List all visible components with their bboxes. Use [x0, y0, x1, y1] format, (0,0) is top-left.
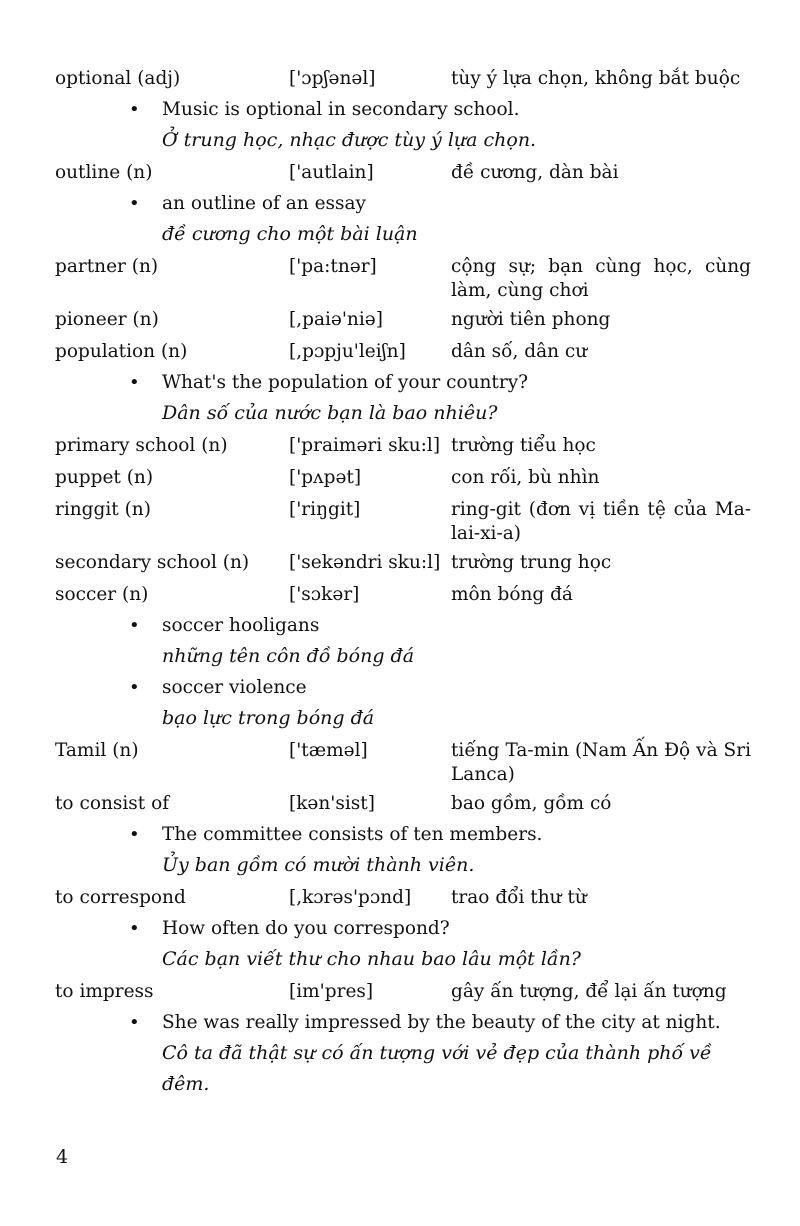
entry-row — [55, 463, 755, 493]
entry-pronunciation: ['ɔpʃənəl] — [289, 68, 376, 89]
example-block — [55, 819, 755, 881]
entry-word: population (n) — [55, 341, 188, 362]
bullet-icon: • — [129, 677, 140, 698]
entry-row — [55, 977, 755, 1007]
bullet-icon: • — [129, 99, 140, 120]
example-vietnamese: đề cương cho một bài luận — [162, 223, 418, 245]
example-block — [55, 913, 755, 975]
entry-word: pioneer (n) — [55, 309, 159, 330]
example-english: What's the population of your country? — [162, 372, 529, 393]
vocab-entry — [55, 789, 755, 881]
entry-row — [55, 431, 755, 461]
entry-pronunciation: [im'pres] — [289, 981, 374, 1002]
entry-pronunciation: ['pa:tnər] — [289, 256, 377, 277]
entry-meaning: trường tiểu học — [451, 435, 596, 456]
entry-row — [55, 252, 755, 303]
entry-pronunciation: ['pʌpət] — [289, 467, 362, 488]
vocab-entry — [55, 580, 755, 734]
entry-row — [55, 158, 755, 188]
example-vietnamese: bạo lực trong bóng đá — [162, 707, 375, 729]
entry-meaning: gây ấn tượng, để lại ấn tượng — [451, 981, 727, 1002]
example-vietnamese: Ở trung học, nhạc được tùy ý lựa chọn. — [162, 129, 537, 151]
example-vietnamese: Dân số của nước bạn là bao nhiêu? — [162, 402, 498, 424]
entry-word: primary school (n) — [55, 435, 228, 456]
entry-meaning: đề cương, dàn bài — [451, 162, 619, 183]
vocab-entry — [55, 64, 755, 156]
entry-row — [55, 580, 755, 610]
example-english: She was really impressed by the beauty of the city at night. — [162, 1012, 721, 1033]
entry-word: ringgit (n) — [55, 499, 151, 520]
entry-meaning: cộng sự; bạn cùng học, cùng làm, cùng chơi — [451, 256, 751, 301]
entry-meaning: môn bóng đá — [451, 584, 573, 605]
example-block — [55, 1007, 755, 1100]
entry-row — [55, 883, 755, 913]
vocab-entry — [55, 463, 755, 493]
entry-row — [55, 337, 755, 367]
entry-meaning: tùy ý lựa chọn, không bắt buộc — [451, 68, 741, 89]
entry-pronunciation: ['riŋgit] — [289, 499, 361, 520]
vocab-entry — [55, 158, 755, 250]
entry-pronunciation: ['autlain] — [289, 162, 374, 183]
entry-word: Tamil (n) — [55, 740, 139, 761]
vocabulary-list — [55, 64, 755, 1102]
vocab-entry — [55, 548, 755, 578]
entry-pronunciation: [,pɔpju'leiʃn] — [289, 341, 406, 362]
example-english: Music is optional in secondary school. — [162, 99, 520, 120]
entry-pronunciation: ['praiməri sku:l] — [289, 435, 441, 456]
example-vietnamese: những tên côn đồ bóng đá — [162, 645, 415, 667]
entry-meaning: con rối, bù nhìn — [451, 467, 600, 488]
entry-meaning: bao gồm, gồm có — [451, 793, 612, 814]
entry-meaning: người tiên phong — [451, 309, 611, 330]
entry-pronunciation: ['sekəndri sku:l] — [289, 552, 441, 573]
bullet-icon: • — [129, 824, 140, 845]
entry-pronunciation: ['sɔkər] — [289, 584, 360, 605]
vocab-entry — [55, 736, 755, 787]
example-block — [55, 94, 755, 156]
example-vietnamese: Ủy ban gồm có mười thành viên. — [162, 854, 475, 876]
entry-row — [55, 789, 755, 819]
vocab-entry — [55, 337, 755, 429]
vocab-entry — [55, 252, 755, 303]
example-block — [55, 610, 755, 672]
example-vietnamese: Cô ta đã thật sự có ấn tượng với vẻ đẹp của thành phố về đêm. — [162, 1042, 712, 1095]
entry-word: partner (n) — [55, 256, 159, 277]
bullet-icon: • — [129, 918, 140, 939]
entry-meaning: ring-git (đơn vị tiền tệ của Ma-lai-xi-a) — [451, 499, 751, 544]
bullet-icon: • — [129, 372, 140, 393]
vocab-entry — [55, 431, 755, 461]
entry-pronunciation: [,paiə'niə] — [289, 309, 383, 330]
bullet-icon: • — [129, 1012, 140, 1033]
entry-pronunciation: [,kɔrəs'pɔnd] — [289, 887, 412, 908]
entry-meaning: tiếng Ta-min (Nam Ấn Độ và Sri Lanca) — [451, 740, 751, 785]
entry-word: to impress — [55, 981, 154, 1002]
entry-pronunciation: ['tæməl] — [289, 740, 368, 761]
example-english: How often do you correspond? — [162, 918, 450, 939]
entry-row — [55, 305, 755, 335]
entry-pronunciation: [kən'sist] — [289, 793, 375, 814]
example-block — [55, 367, 755, 429]
example-english: soccer hooligans — [162, 615, 320, 636]
vocab-entry — [55, 495, 755, 546]
entry-meaning: dân số, dân cư — [451, 341, 588, 362]
vocab-entry — [55, 883, 755, 975]
vocab-entry — [55, 977, 755, 1100]
example-block — [55, 188, 755, 250]
entry-word: soccer (n) — [55, 584, 149, 605]
bullet-icon: • — [129, 615, 140, 636]
entry-row — [55, 736, 755, 787]
vocab-entry — [55, 305, 755, 335]
entry-row — [55, 64, 755, 94]
entry-row — [55, 548, 755, 578]
entry-word: optional (adj) — [55, 68, 181, 89]
entry-meaning: trường trung học — [451, 552, 612, 573]
entry-word: to correspond — [55, 887, 186, 908]
example-english: an outline of an essay — [162, 193, 366, 214]
entry-word: puppet (n) — [55, 467, 154, 488]
bullet-icon: • — [129, 193, 140, 214]
example-vietnamese: Các bạn viết thư cho nhau bao lâu một lần? — [162, 948, 581, 970]
example-english: soccer violence — [162, 677, 307, 698]
entry-word: secondary school (n) — [55, 552, 250, 573]
example-english: The committee consists of ten members. — [162, 824, 543, 845]
entry-word: outline (n) — [55, 162, 153, 183]
entry-row — [55, 495, 755, 546]
entry-meaning: trao đổi thư từ — [451, 887, 587, 908]
example-block — [55, 672, 755, 734]
page-number: 4 — [56, 1146, 69, 1168]
entry-word: to consist of — [55, 793, 170, 814]
